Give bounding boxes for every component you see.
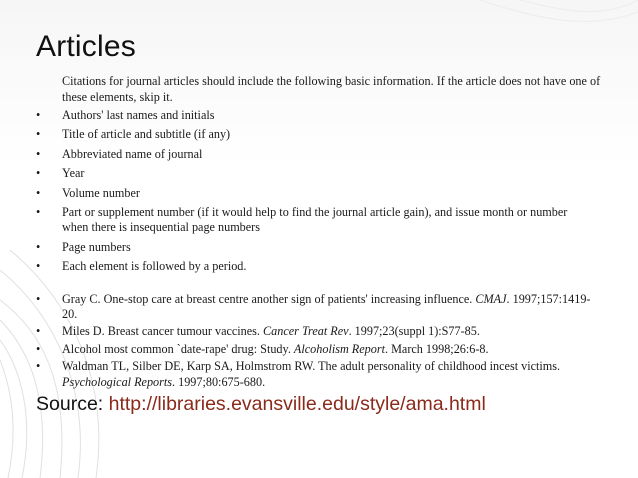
bullet-icon: •	[36, 239, 41, 254]
list-item-text: Title of article and subtitle (if any)	[62, 127, 231, 142]
list-item	[36, 240, 596, 255]
deco-curve	[520, 0, 638, 12]
citation-journal: CMAJ	[475, 291, 507, 306]
citation-details: . 1997;23(suppl 1):S77-85.	[348, 324, 480, 339]
slide-title: Articles	[36, 30, 136, 63]
citation-journal: Psychological Reports	[62, 374, 173, 389]
example-citation	[36, 342, 596, 357]
list-item-text: Authors' last names and initials	[62, 108, 215, 122]
example-citation	[36, 292, 596, 323]
bullet-icon: •	[36, 108, 41, 122]
list-item	[36, 127, 596, 142]
list-item	[36, 147, 596, 162]
list-item-text: Each element is followed by a period.	[62, 259, 247, 274]
list-item	[36, 205, 596, 236]
citation-text: Alcohol most common `date-rape' drug: Study.	[62, 341, 294, 356]
citation-text: Miles D. Breast cancer tumour vaccines.	[62, 324, 264, 339]
intro-text: Citations for journal articles should include the following basic information. If the article does not have one of these elements, skip it.	[62, 74, 601, 104]
list-item-text: Part or supplement number (if it would help to find the journal article gain), and issue month or number when there is insequential page numbers	[62, 205, 568, 235]
source-label: Source:	[36, 393, 104, 415]
bullet-list	[36, 108, 596, 392]
bullet-icon: •	[36, 127, 41, 142]
example-citation	[36, 359, 596, 390]
bullet-icon: •	[36, 341, 41, 356]
citation-text: Gray C. One-stop care at breast centre another sign of patients' increasing influence.	[62, 291, 476, 306]
citation-text: Waldman TL, Silber DE, Karp SA, Holmstrom RW. The adult personality of childhood incest victims.	[62, 359, 561, 374]
list-item-text: Year	[62, 166, 85, 181]
bullet-icon: •	[36, 259, 41, 274]
list-item-text: Volume number	[62, 185, 140, 200]
list-item	[36, 166, 596, 181]
bullet-icon: •	[36, 185, 41, 200]
bullet-icon: •	[36, 359, 41, 374]
deco-curve	[480, 0, 638, 21]
bullet-icon: •	[36, 324, 41, 339]
list-item-text: Page numbers	[62, 239, 131, 254]
source-line	[36, 393, 486, 416]
bullet-icon: •	[36, 146, 41, 161]
citation-journal: Alcoholism Report	[293, 341, 385, 356]
citation-details: . March 1998;26:6-8.	[384, 341, 489, 356]
list-item	[36, 259, 596, 274]
citation-details: . 1997;157:1419-20.	[62, 291, 591, 322]
deco-curve	[0, 340, 27, 478]
citation-details: . 1997;80:675-680.	[172, 374, 266, 389]
bullet-icon: •	[36, 205, 41, 220]
source-link[interactable]: http://libraries.evansville.edu/style/ama.html	[108, 393, 486, 415]
citation-journal: Cancer Treat Rev	[263, 324, 349, 339]
list-item-text: Abbreviated name of journal	[62, 146, 203, 161]
list-item	[36, 108, 596, 123]
example-citation	[36, 324, 596, 339]
intro-paragraph	[62, 74, 610, 105]
bullet-icon: •	[36, 291, 41, 306]
bullet-icon: •	[36, 166, 41, 181]
list-item	[36, 186, 596, 201]
deco-curve	[0, 360, 13, 478]
